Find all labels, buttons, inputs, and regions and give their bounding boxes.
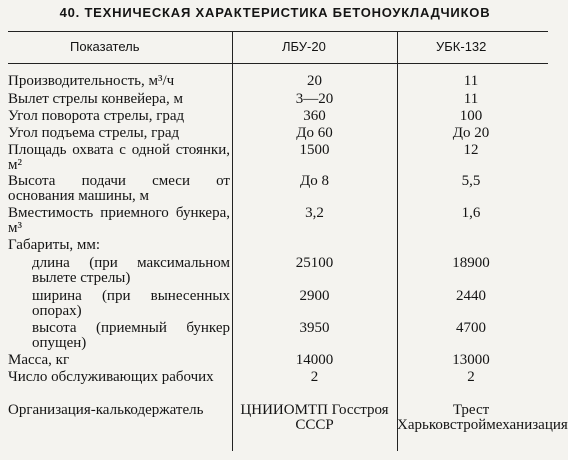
row-value-ubk-132: 2440 (456, 288, 486, 304)
header-ubk-132: УБК-132 (436, 39, 487, 54)
row-value-ubk-132: 11 (463, 91, 479, 107)
row-value-lbu-20: 1500 (299, 142, 330, 158)
row-value-lbu-20: 2900 (299, 288, 330, 304)
header-top-rule (8, 31, 548, 32)
row-label: Вылет стрелы конвейера, м (8, 91, 183, 107)
row-label: Вместимость приемного бункера, м³ (8, 205, 230, 236)
row-value-ubk-132: 4700 (456, 320, 486, 336)
row-label: Масса, кг (8, 352, 70, 368)
row-value-lbu-20: 14000 (295, 352, 334, 368)
row-value-lbu-20: 360 (303, 108, 326, 124)
row-value-lbu-20: ЦНИИОМТП Госстроя СССР (240, 402, 389, 433)
row-label: ширина (при вынесенных опорах) (32, 288, 230, 319)
row-label: Производительность, м³/ч (8, 73, 175, 89)
row-value-lbu-20: 3950 (299, 320, 330, 336)
row-label: Организация-калькодержатель (8, 402, 204, 418)
row-label: Угол поворота стрелы, град (8, 108, 185, 124)
row-label: высота (приемный бункер опущен) (32, 320, 230, 351)
row-label: длина (при максимальном вылете стрелы) (32, 255, 230, 286)
row-value-ubk-132: 13000 (452, 352, 490, 368)
row-value-ubk-132: 18900 (452, 255, 490, 271)
row-label: Число обслуживающих рабочих (8, 369, 214, 385)
header-bottom-rule (8, 63, 548, 64)
row-value-lbu-20: 3—20 (295, 91, 334, 107)
row-label: Высота подачи смеси от основания машины, м (8, 173, 230, 204)
row-label: Площадь охвата с одной стоянки, м² (8, 142, 230, 173)
row-value-ubk-132: 1,6 (461, 205, 481, 221)
table-title: 40. ТЕХНИЧЕСКАЯ ХАРАКТЕРИСТИКА БЕТОНОУКЛАДЧИКОВ (59, 5, 491, 20)
row-value-ubk-132: 2 (467, 369, 475, 385)
row-label: Угол подъема стрелы, град (8, 125, 180, 141)
row-value-ubk-132: 100 (459, 108, 483, 124)
row-value-lbu-20: 20 (307, 73, 322, 89)
row-value-ubk-132: Трест Харьковстроймеханизация (397, 402, 568, 433)
row-value-lbu-20: 2 (310, 369, 319, 385)
header-lbu-20: ЛБУ-20 (282, 39, 326, 54)
row-value-lbu-20: 25100 (295, 255, 334, 271)
row-value-ubk-132: До 20 (452, 125, 490, 141)
row-label: Габариты, мм: (8, 237, 101, 253)
header-parameter: Показатель (70, 39, 140, 54)
row-value-ubk-132: 12 (463, 142, 479, 158)
row-value-lbu-20: До 8 (300, 173, 329, 189)
row-value-lbu-20: 3,2 (305, 205, 324, 221)
row-value-lbu-20: До 60 (296, 125, 333, 141)
row-value-ubk-132: 11 (463, 73, 479, 89)
row-value-ubk-132: 5,5 (461, 173, 481, 189)
